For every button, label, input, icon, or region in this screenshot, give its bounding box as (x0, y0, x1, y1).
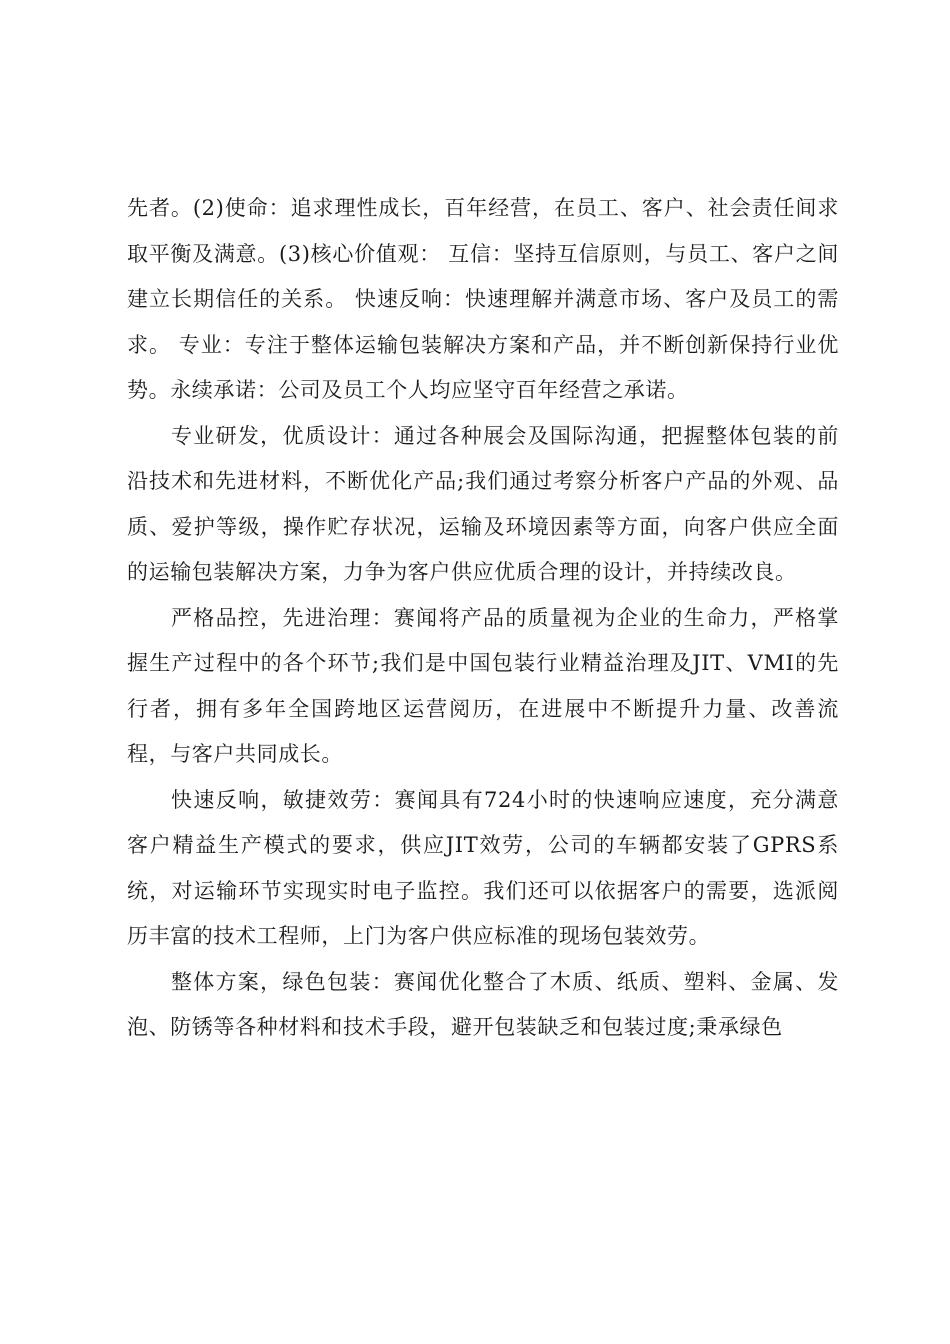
paragraph-mission-values: 先者。(2)使命：追求理性成长，百年经营，在员工、客户、社会责任间求取平衡及满意。(3)核心价值观： 互信：坚持互信原则，与员工、客户之间建立长期信任的关系。 快速反响：快速理解并满意市场、客户及员工的需求。 专业：专注于整体运输包装解决方案和产品，并不断创新保持行业优势。永续承诺：公司及员工个人均应坚守百年经营之承诺。 (127, 196, 839, 402)
paragraph-fast-response: 快速反响，敏捷效劳：赛闻具有724小时的快速响应速度，充分满意客户精益生产模式的要求，供应JIT效劳，公司的车辆都安装了GPRS系统，对运输环节实现实时电子监控。我们还可以依据客户的需要，选派阅历丰富的技术工程师，上门为客户供应标准的现场包装效劳。 (127, 787, 839, 948)
paragraph-quality-control: 严格品控，先进治理：赛闻将产品的质量视为企业的生命力，严格掌握生产过程中的各个环节;我们是中国包装行业精益治理及JIT、VMI的先行者，拥有多年全国跨地区运营阅历，在进展中不断提升力量、改善流程，与客户共同成长。 (127, 605, 839, 766)
paragraph-research-design: 专业研发，优质设计：通过各种展会及国际沟通，把握整体包装的前沿技术和先进材料，不断优化产品;我们通过考察分析客户产品的外观、品质、爱护等级，操作贮存状况，运输及环境因素等方面，向客户供应全面的运输包装解决方案，力争为客户供应优质合理的设计，并持续改良。 (127, 423, 839, 584)
document-body (127, 186, 839, 1051)
paragraph-green-packaging: 整体方案，绿色包装：赛闻优化整合了木质、纸质、塑料、金属、发泡、防锈等各种材料和技术手段，避开包装缺乏和包装过度;秉承绿色 (127, 969, 839, 1039)
